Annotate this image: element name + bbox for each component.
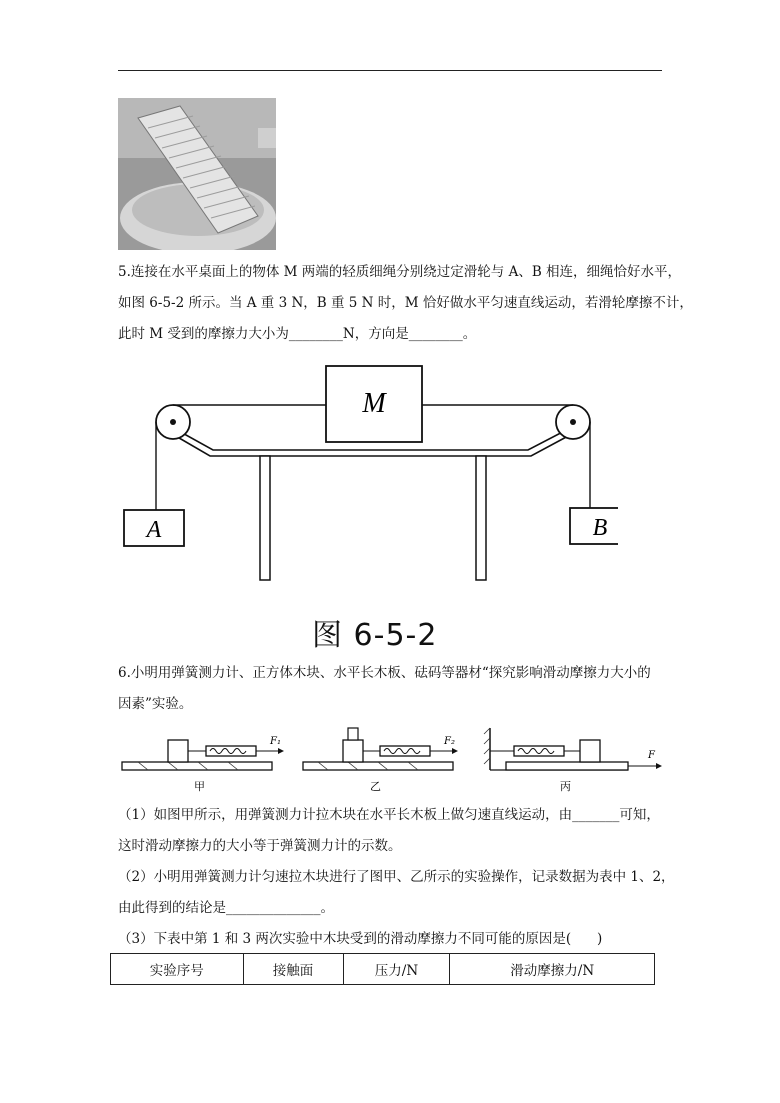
q6-part1-a: （1）如图甲所示，用弹簧测力计拉木块在水平长木板上做匀速直线运动，由_______可知， (118, 807, 660, 823)
label-yi: 乙 (370, 780, 381, 793)
figure-caption: 图 6-5-2 (312, 618, 438, 653)
pulley-diagram (118, 360, 618, 590)
experiment-yi (303, 728, 458, 793)
washboard-photo (118, 98, 276, 250)
table-header-row (111, 954, 655, 985)
table-header-cell: 实验序号 (111, 954, 244, 985)
label-f: F (648, 750, 655, 761)
q6-part1-b: 这时滑动摩擦力的大小等于弹簧测力计的示数。 (118, 838, 402, 854)
label-bing: 丙 (560, 780, 571, 793)
q6-intro-1: 6.小明用弹簧测力计、正方体木块、水平长木板、砝码等器材“探究影响滑动摩擦力大小的 (118, 665, 651, 681)
q6-intro-2: 因素”实验。 (118, 696, 193, 712)
experiment-jia (122, 736, 284, 793)
table-header-cell: 滑动摩擦力/N (450, 954, 655, 985)
q6-parts (118, 802, 675, 953)
q5-line-2: 如图 6-5-2 所示。当 A 重 3 N，B 重 5 N 时，M 恰好做水平匀速直线运动，若滑轮摩擦不计， (118, 295, 693, 311)
question-6 (118, 660, 670, 718)
q5-line-3: 此时 M 受到的摩擦力大小为________N，方向是________。 (118, 326, 477, 342)
q6-part2-b: 由此得到的结论是______________。 (118, 900, 334, 916)
q6-part2-a: （2）小明用弹簧测力计匀速拉木块进行了图甲、乙所示的实验操作，记录数据为表中 1、2， (118, 869, 675, 885)
label-f1: F₁ (270, 736, 281, 747)
q5-line-1: 5.连接在水平桌面上的物体 M 两端的轻质细绳分别绕过定滑轮与 A、B 相连，细绳恰好水平， (118, 264, 682, 280)
experiment-table (110, 953, 655, 985)
label-b: B (592, 515, 608, 541)
header-rule (118, 70, 662, 71)
question-5 (118, 259, 693, 348)
experiment-bing (484, 728, 662, 793)
label-m: M (362, 388, 386, 419)
q6-part3: （3）下表中第 1 和 3 两次实验中木块受到的滑动摩擦力不同可能的原因是( ) (118, 931, 603, 947)
label-jia: 甲 (194, 780, 205, 793)
label-a: A (146, 517, 162, 543)
table-header-cell: 压力/N (343, 954, 450, 985)
friction-experiments (118, 722, 663, 797)
table-header-cell: 接触面 (243, 954, 343, 985)
label-f2: F₂ (444, 736, 455, 747)
